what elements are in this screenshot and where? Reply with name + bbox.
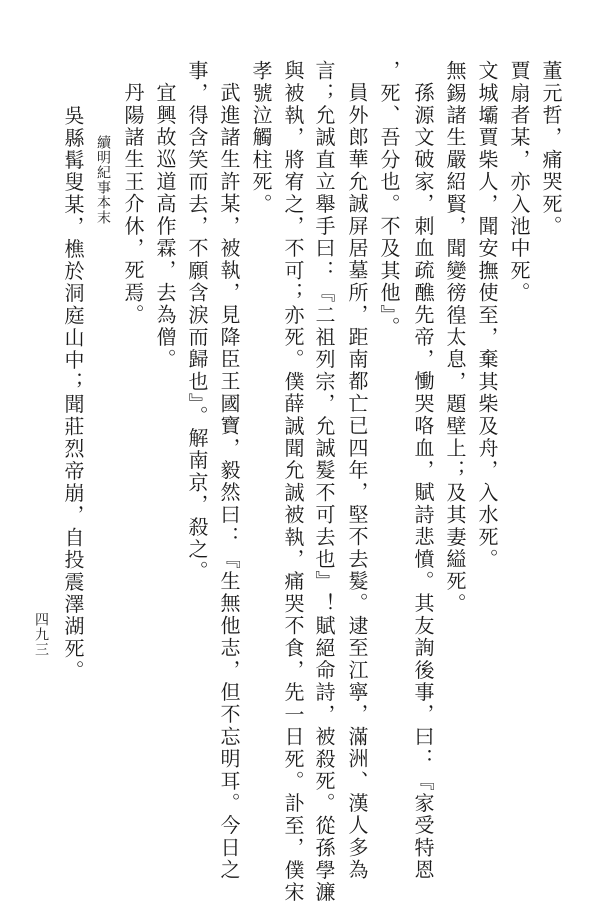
text-column-15: 吳縣髯叟某，樵於洞庭山中；聞莊烈帝崩，自投震澤湖死。 bbox=[61, 105, 85, 683]
running-header-title: 續明紀事本末 bbox=[95, 135, 111, 225]
text-column-10: 孝號泣觸柱死。 bbox=[249, 60, 273, 216]
text-column-11: 武進諸生許某，被執，見降臣王國寶，毅然曰：『生無他志，但不忘明耳。今日之 bbox=[217, 82, 241, 882]
text-column-2: 賈扇者某，亦入池中死。 bbox=[507, 60, 531, 305]
text-column-7: 員外郎華允誠屏居墓所，距南都亡已四年，堅不去髮。逮至江寧，滿洲、漢人多為 bbox=[345, 82, 369, 882]
text-column-8: 言；允誠直立舉手曰：『二祖列宗，允誠髮不可去也』！賦絕命詩，被殺死。從孫學濂 bbox=[312, 60, 336, 904]
page-number: 四九三 bbox=[33, 612, 49, 657]
text-column-4: 無錫諸生嚴紹賢，聞變徬徨太息，題壁上；及其妻縊死。 bbox=[443, 60, 467, 615]
text-column-1: 董元哲，痛哭死。 bbox=[539, 60, 563, 238]
text-column-14: 丹陽諸生王介休，死焉。 bbox=[121, 82, 145, 327]
text-column-9: 與被執，將宥之，不可；亦死。僕薛誠聞允誠被執，痛哭不食，先一日死。訃至，僕宋 bbox=[281, 60, 305, 904]
text-column-12: 事，得含笑而去，不願含淚而歸也』。解南京，殺之。 bbox=[185, 60, 209, 583]
text-column-6: ，死、吾分也。不及其他』。 bbox=[377, 60, 401, 339]
text-column-5: 孫源文破家，刺血疏醮先帝，慟哭咯血，賦詩悲憤。其友詢後事，曰：『家受特恩 bbox=[411, 82, 435, 882]
text-column-3: 文城壩賈柴人，聞安撫使至，棄其柴及舟，入水死。 bbox=[475, 60, 499, 571]
text-column-13: 宜興故巡道高作霖，去為僧。 bbox=[153, 82, 177, 371]
